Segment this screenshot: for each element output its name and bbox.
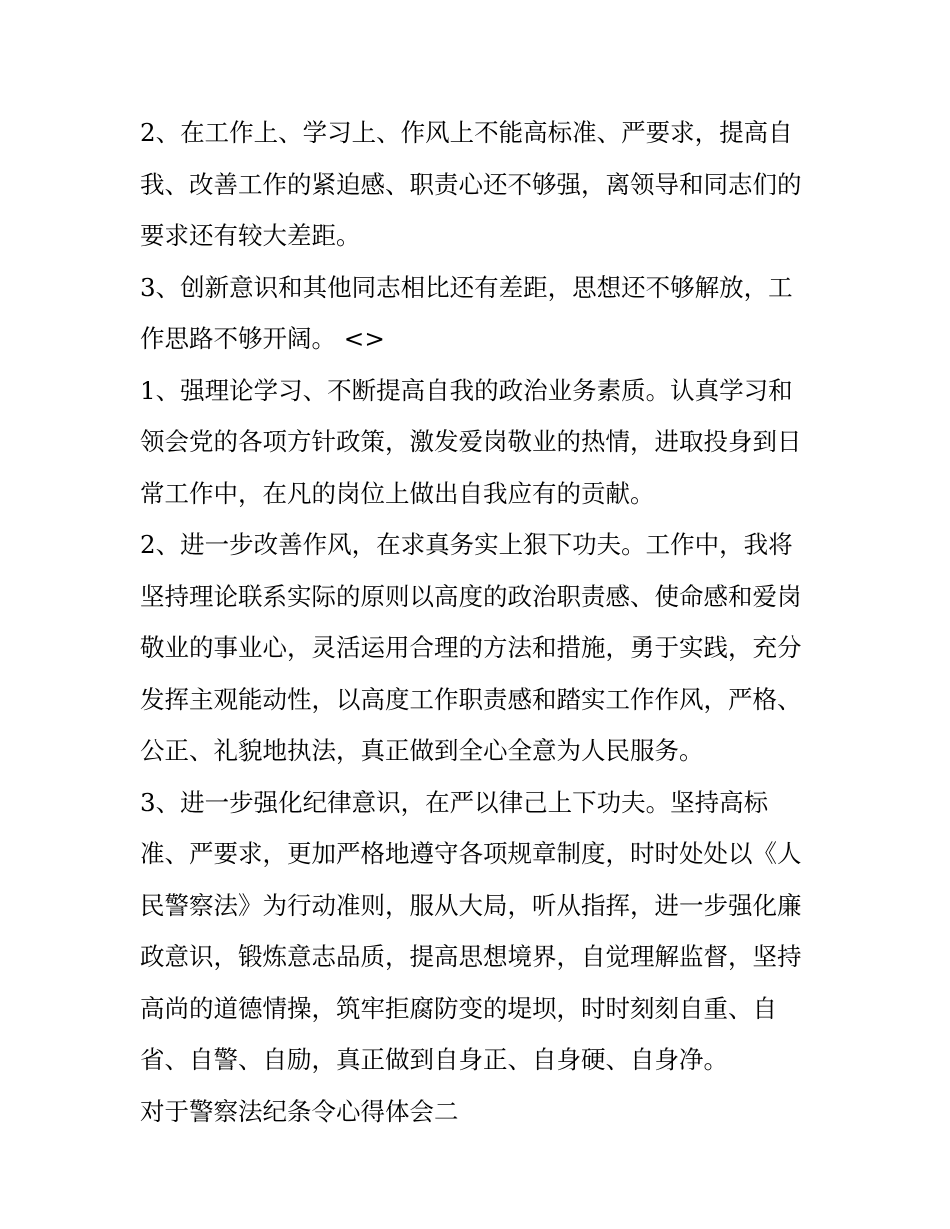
text-line: 省、自警、自励，真正做到自身正、自身硬、自身净。 xyxy=(140,1045,728,1074)
text-line: 发挥主观能动性，以高度工作职责感和踏实工作作风，严格、 xyxy=(140,684,802,714)
text-line: 2、在工作上、学习上、作风上不能高标准、严要求，提高自 xyxy=(140,118,793,147)
text-line: 领会党的各项方针政策，激发爱岗敬业的热情，进取投身到日 xyxy=(140,427,802,456)
text-line: 3、进一步强化纪律意识，在严以律己上下功夫。坚持高标 xyxy=(140,787,769,817)
text-line: 敬业的事业心，灵活运用合理的方法和措施，勇于实践，充分 xyxy=(140,633,802,662)
text-line: 3、创新意识和其他同志相比还有差距，思想还不够解放，工 xyxy=(140,272,793,302)
section-heading: 对于警察法纪条令心得体会二 xyxy=(140,1096,459,1126)
text-line: 作思路不够开阔。 <> xyxy=(140,324,385,353)
text-line: 我、改善工作的紧迫感、职责心还不够强，离领导和同志们的 xyxy=(140,169,802,199)
text-line: 高尚的道德情操，筑牢拒腐防变的堤坝，时时刻刻自重、自 xyxy=(140,993,777,1023)
text-line: 要求还有较大差距。 xyxy=(140,221,361,250)
text-line: 2、进一步改善作风，在求真务实上狠下功夫。工作中，我将 xyxy=(140,530,793,559)
text-line: 坚持理论联系实际的原则以高度的政治职责感、使命感和爱岗 xyxy=(140,581,802,611)
text-line: 公正、礼貌地执法，真正做到全心全意为人民服务。 xyxy=(140,736,704,765)
text-line: 准、严要求，更加严格地遵守各项规章制度，时时处处以《人 xyxy=(140,839,802,868)
text-line: 1、强理论学习、不断提高自我的政治业务素质。认真学习和 xyxy=(140,375,793,405)
document-body xyxy=(140,107,820,1137)
text-line: 政意识，锻炼意志品质，提高思想境界，自觉理解监督，坚持 xyxy=(140,942,802,971)
text-line: 常工作中，在凡的岗位上做出自我应有的贡献。 xyxy=(140,478,655,508)
text-line: 民警察法》为行动准则，服从大局，听从指挥，进一步强化廉 xyxy=(140,890,802,920)
